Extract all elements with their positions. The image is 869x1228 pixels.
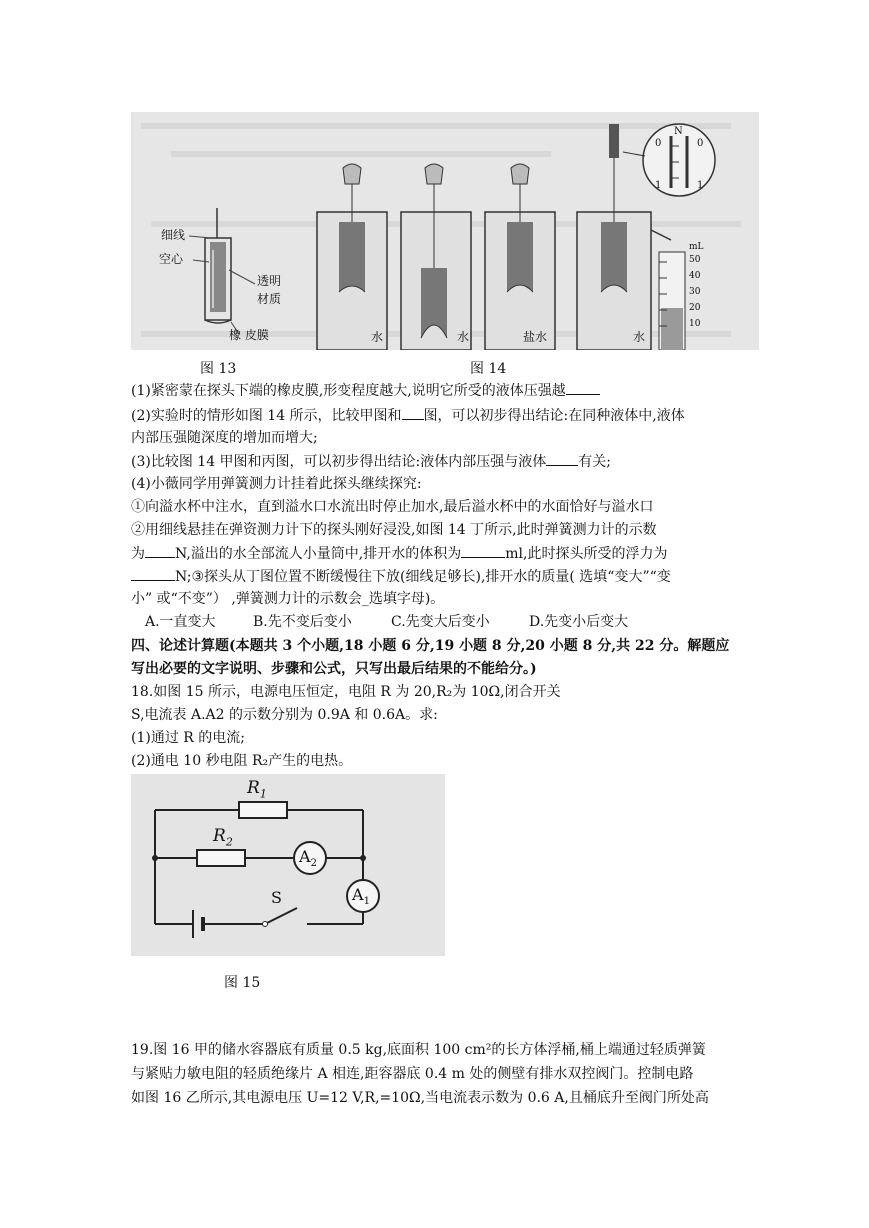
- blank: [546, 451, 578, 466]
- q17-step3: N;③探头从丁图位置不断缓慢往下放(细线足够长),排开水的质量( 选填“变大”“变: [131, 566, 671, 587]
- q19-line2: 与紧贴力敏电阻的轻质绝缘片 A 相连,距容器底 0.4 m 处的侧壁有排水双控阀门。控制电路: [131, 1066, 694, 1082]
- blank: [566, 380, 600, 395]
- q17-step2-cont: 为 N,溢出的水全部流人小量筒中,排开水的体积为 ml,此时探头所受的浮力为: [131, 543, 667, 564]
- liquid-label-1: 水: [371, 330, 384, 344]
- blank: [145, 543, 175, 558]
- q18-line3: (1)通过 R 的电流;: [131, 730, 245, 746]
- q17-part3: (3)比较图 14 甲图和丙图，可以初步得出结论:液体内部压强与液体 有关;: [131, 451, 611, 472]
- label-thread: 细线: [161, 228, 186, 242]
- r1-label: $R_1$: [247, 778, 267, 801]
- label-hollow: 空心: [159, 252, 184, 266]
- blank: [131, 566, 175, 581]
- q19-line1: 19.图 16 甲的储水容器底有质量 0.5 kg,底面积 100 cm²的长方体浮桶,桶上端通过轻质弹簧: [131, 1042, 706, 1058]
- scale-mark-1-right: 1: [697, 180, 704, 191]
- switch-label: S: [271, 888, 282, 907]
- cylinder-tick-30: 30: [689, 287, 701, 297]
- scale-mark-0-left: 0: [655, 138, 662, 149]
- figure-15-caption: 图 15: [224, 975, 261, 991]
- circuit-diagram: [131, 774, 445, 956]
- liquid-label-2: 水: [457, 330, 470, 344]
- option-a: A.一直变大: [145, 614, 216, 630]
- option-d: D.先变小后变大: [529, 614, 629, 630]
- q18-line2: S,电流表 A.A2 的示数分别为 0.9A 和 0.6A。求:: [131, 707, 438, 723]
- liquid-label-3: 盐水: [523, 330, 548, 344]
- label-material: 材质: [257, 292, 282, 306]
- blank: [402, 405, 424, 420]
- q18-line4: (2)通电 10 秒电阻 R₂产生的电热。: [131, 753, 353, 769]
- q17-options: [145, 612, 628, 632]
- section4-heading-cont: 写出必要的文字说明、步骤和公式，只写出最后结果的不能给分。): [131, 661, 537, 677]
- q17-part4: (4)小薇同学用弹簧测力计挂着此探头继续探究:: [131, 476, 422, 492]
- q17-step2: ②用细线悬挂在弹资测力计下的探头刚好浸没,如图 14 丁所示,此时弹簧测力计的示数: [131, 522, 657, 538]
- q17-part1: (1)紧密蒙在探头下端的橡皮膜,形变程度越大,说明它所受的液体压强越: [131, 380, 600, 401]
- cylinder-tick-10: 10: [689, 319, 701, 329]
- r2-label: $R_2$: [213, 826, 233, 849]
- cylinder-tick-40: 40: [689, 271, 701, 281]
- q19-line3: 如图 16 乙所示,其电源电压 U=12 V,R,=10Ω,当电流表示数为 0.6 A,且桶底升至阀门所处高: [131, 1090, 709, 1106]
- q17-step1: ①向溢水杯中注水，直到溢水口水流出时停止加水,最后溢水杯中的水面恰好与溢水口: [131, 499, 654, 515]
- scale-mark-0-right: 0: [697, 138, 704, 149]
- ammeter-a2-label: $A_2$: [299, 847, 317, 870]
- cylinder-tick-50: 50: [689, 255, 701, 265]
- cylinder-tick-20: 20: [689, 303, 701, 313]
- q18-line1: 18.如图 15 所示，电源电压恒定，电阻 R 为 20,R₂为 10Ω,闭合开关: [131, 684, 561, 700]
- liquid-label-4: 水: [633, 330, 646, 344]
- label-membrane: 橡 皮膜: [229, 328, 269, 342]
- label-transparent: 透明: [257, 274, 282, 288]
- figure-14-caption: 图 14: [470, 361, 507, 377]
- ammeter-a1-label: $A_1$: [352, 885, 370, 908]
- figure-13-14-photo: [131, 112, 759, 350]
- apparatus-drawing: [131, 112, 759, 350]
- q17-part2-cont: 内部压强随深度的增加而增大;: [131, 430, 318, 446]
- q17-part2: (2)实验时的情形如图 14 所示，比较甲图和 图，可以初步得出结论:在同种液体中,液体: [131, 405, 685, 426]
- figure-15-circuit: [131, 774, 445, 956]
- blank: [461, 543, 505, 558]
- option-c: C.先变大后变小: [391, 614, 490, 630]
- cylinder-unit: mL: [689, 242, 704, 252]
- scale-mark-1-left: 1: [655, 180, 662, 191]
- scale-mark-n: N: [674, 126, 683, 137]
- q17-step3-cont: 小” 或“不变”） ,弹簧测力计的示数会_选填字母)。: [131, 591, 445, 607]
- figure-13-caption: 图 13: [200, 361, 237, 377]
- section4-heading: 四、论述计算题(本题共 3 个小题,18 小题 6 分,19 小题 8 分,20 小题 8 分,共 22 分。解题应: [131, 638, 730, 654]
- option-b: B.先不变后变小: [253, 614, 352, 630]
